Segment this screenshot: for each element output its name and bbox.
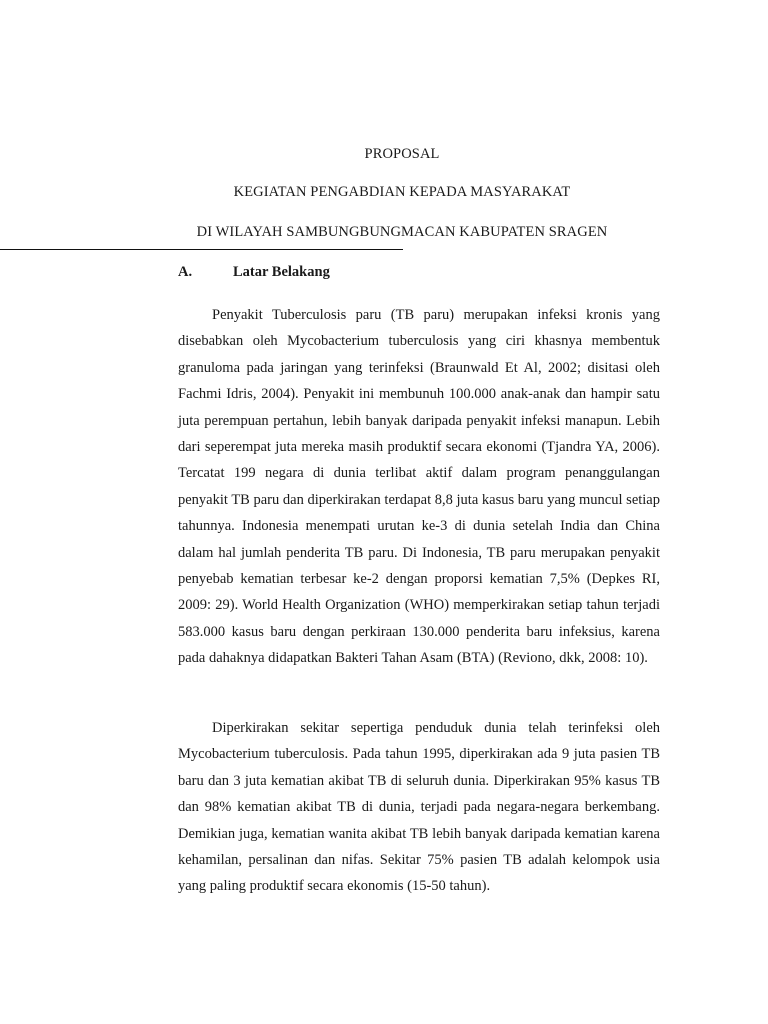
section-title: Latar Belakang bbox=[233, 264, 330, 280]
section-number: A. bbox=[178, 264, 193, 280]
document-subtitle: KEGIATAN PENGABDIAN KEPADA MASYARAKAT bbox=[233, 184, 571, 200]
paragraph-1: Penyakit Tuberculosis paru (TB paru) merupakan infeksi kronis yang disebabkan oleh Mycobacterium tuberculosis yang ciri khasnya membentuk granuloma pada jaringan yang terinfeksi (Braunwald Et Al, 2002; disitasi oleh Fachmi Idris, 2004). Penyakit ini membunuh 100.000 anak-anak dan hampir satu juta perempuan pertahun, lebih banyak daripada penyakit infeksi manapun. Lebih dari seperempat juta mereka masih produktif secara ekonomi (Tjandra YA, 2006). Tercatat 199 negara di dunia terlibat aktif dalam program penanggulangan penyakit TB paru dan diperkirakan terdapat 8,8 juta kasus baru yang muncul setiap tahunnya. Indonesia menempati urutan ke-3 di dunia setelah India dan China dalam hal jumlah penderita TB paru. Di Indonesia, TB paru merupakan penyakit penyebab kematian terbesar ke-2 dengan proporsi kematian 7,5% (Depkes RI, 2009: 29). World Health Organization (WHO) memperkirakan setiap tahun terjadi 583.000 kasus baru dengan perkiraan 130.000 penderita baru infeksius, karena pada dahaknya didapatkan Bakteri Tahan Asam (BTA) (Reviono, dkk, 2008: 10). bbox=[178, 307, 660, 667]
section-heading bbox=[178, 264, 330, 281]
horizontal-divider bbox=[0, 249, 403, 250]
document-title: PROPOSAL bbox=[364, 146, 440, 162]
document-location-line: DI WILAYAH SAMBUNGBUNGMACAN KABUPATEN SRAGEN bbox=[196, 224, 608, 240]
paragraph-2: Diperkirakan sekitar sepertiga penduduk dunia telah terinfeksi oleh Mycobacterium tuberculosis. Pada tahun 1995, diperkirakan ada 9 juta pasien TB baru dan 3 juta kematian akibat TB di seluruh dunia. Diperkirakan 95% kasus TB dan 98% kematian akibat TB di dunia, terjadi pada negara-negara berkembang. Demikian juga, kematian wanita akibat TB lebih banyak daripada kematian karena kehamilan, persalinan dan nifas. Sekitar 75% pasien TB adalah kelompok usia yang paling produktif secara ekonomis (15-50 tahun). bbox=[178, 720, 660, 895]
